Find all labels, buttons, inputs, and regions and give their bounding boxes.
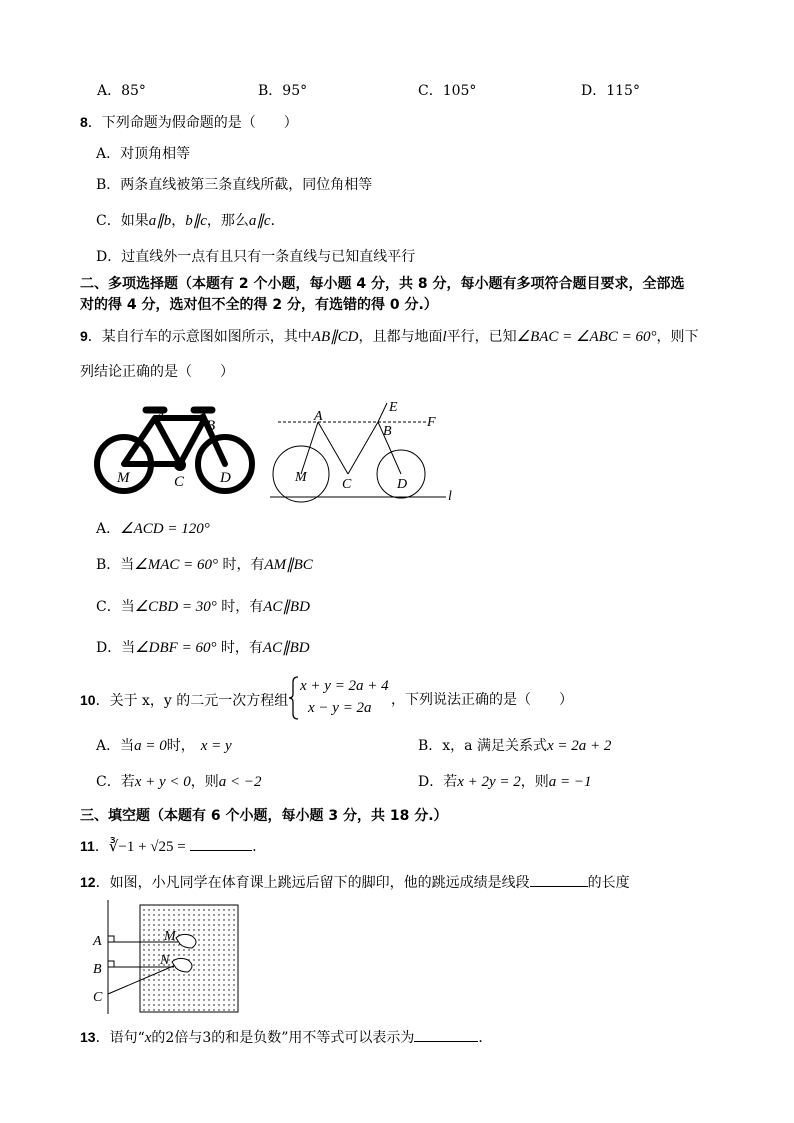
bicycle-label-a: A [156,409,166,425]
diagram-label-l: l [448,489,452,504]
diagram-label-f: F [427,415,436,430]
bicycle-label-m: M [117,470,130,486]
diagram-label-c: C [342,477,352,492]
q11-answer-blank[interactable] [190,836,252,851]
q9-option-b: B．当∠MAC = 60° 时，有AM∥BC [96,557,313,573]
section2-heading-line2: 对的得 4 分，选对但不全的得 2 分，有选错的得 0 分.） [80,297,438,313]
q11: 11．∛−1 + √25 = ． [80,838,267,855]
fig12-label-b: B [93,962,102,977]
bicycle-geometry-diagram [266,396,462,504]
q8-stem: 8．下列命题为假命题的是（ ） [80,114,298,131]
q10-stem-pre: 10．关于 x，y 的二元一次方程组 [80,692,289,709]
q11-expression: ∛−1 + √25 = [108,839,186,855]
diagram-label-d: D [397,477,408,492]
q7-option-b: B．95° [258,83,308,99]
diagram-label-m: M [295,470,307,485]
section3-heading: 三、填空题（本题有 6 个小题，每小题 3 分，共 18 分.） [80,808,448,824]
q10-equation-1: x + y = 2a + 4 [300,678,389,694]
q12-number: 12 [80,874,96,890]
q8-option-b: B．两条直线被第三条直线所截，同位角相等 [96,177,373,193]
bicycle-label-b: B [206,418,216,434]
q10-option-d: D．若x + 2y = 2，则a = −1 [418,774,592,790]
q9-option-c: C．当∠CBD = 30° 时，有AC∥BD [96,599,310,615]
bicycle-figure [94,404,259,496]
q10-stem-post: ，下列说法正确的是（ ） [391,692,573,708]
q10-number: 10 [80,692,96,708]
q9-stem-line1: 9．某自行车的示意图如图所示，其中AB∥CD，且都与地面l平行，已知∠BAC = ∠ABC = 60°，则下 [80,328,699,345]
q9-number: 9 [80,328,88,344]
q13-answer-blank[interactable] [414,1027,478,1042]
q9-stem-line2: 列结论正确的是（ ） [80,364,234,380]
section2-heading-line1: 二、多项选择题（本题有 2 个小题，每小题 4 分，共 8 分，每小题有多项符合题目要求，全部选 [80,276,685,292]
left-brace-icon [288,676,300,720]
q7-option-d: D．115° [581,83,640,99]
q12-answer-blank[interactable] [530,872,588,887]
diagram-label-b: B [383,424,392,439]
q7-option-a: A．85° [97,83,146,99]
bicycle-label-d: D [220,470,231,486]
fig12-label-a: A [93,934,102,949]
fig12-label-m: M [164,929,176,944]
q11-number: 11 [80,838,95,854]
fig12-label-c: C [93,990,103,1005]
q13: 13．语句“x的2倍与3的和是负数”用不等式可以表示为 ． [80,1029,493,1046]
sand-pit [140,905,238,1012]
diagram-label-a: A [314,409,323,424]
q10-equation-2: x − y = 2a [308,700,372,716]
diagram-label-e: E [389,400,398,415]
q10-option-a: A．当a = 0时， x = y [96,738,232,754]
fig12-label-n: N [160,953,170,968]
q10-option-c: C．若x + y < 0，则a < −2 [96,774,262,790]
bicycle-label-c: C [174,474,185,490]
q8-option-d: D．过直线外一点有且只有一条直线与已知直线平行 [96,249,416,265]
q8-option-a: A．对顶角相等 [96,146,191,162]
q8-number: 8 [80,114,88,130]
q9-option-a: A．∠ACD = 120° [96,521,210,537]
q13-number: 13 [80,1029,96,1045]
long-jump-figure [92,898,242,1016]
q7-option-c: C．105° [418,83,477,99]
q10-option-b: B．x，a 满足关系式x = 2a + 2 [418,738,612,754]
q12-stem: 12．如图，小凡同学在体育课上跳远后留下的脚印，他的跳远成绩是线段 的长度 [80,874,630,891]
q10-equation-system [288,676,388,720]
q9-option-d: D．当∠DBF = 60° 时，有AC∥BD [96,640,310,656]
q8-option-c: C．如果a∥b，b∥c，那么a∥c． [96,213,285,229]
q8-stem-text: 下列命题为假命题的是（ ） [101,115,298,131]
